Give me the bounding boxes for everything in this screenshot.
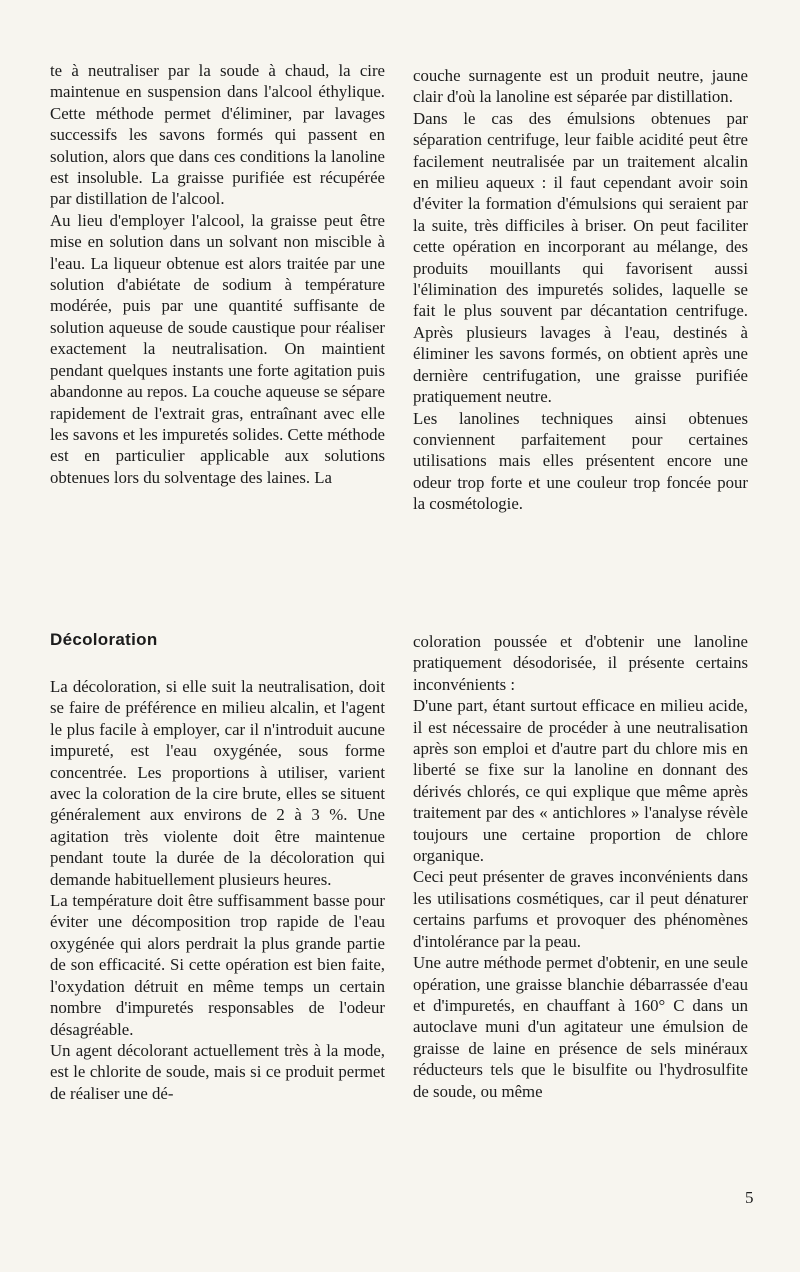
paragraph: Ceci peut présenter de graves inconvénients dans les utilisations cosmétiques, car il peut dénaturer certains parfums et provoquer des phénomènes d'intolérance par la peau. <box>413 867 748 951</box>
page-number: 5 <box>745 1188 754 1207</box>
paragraph: Au lieu d'employer l'alcool, la graisse peut être mise en solution dans un solvant non miscible à l'eau. La liqueur obtenue est alors traitée par une solution d'abiétate de sodium à température modérée, puis par une quantité suffisante de solution aqueuse de soude caustique pour réaliser exactement la neutralisation. On maintient pendant quelques instants une forte agitation puis abandonne au repos. La couche aqueuse se sépare rapidement de l'extrait gras, entraînant avec elle les savons et les impuretés solides. Cette méthode est en particulier applicable aux solutions obtenues lors du solventage des laines. La <box>50 210 385 487</box>
paragraph: te à neutraliser par la soude à chaud, la cire maintenue en suspension dans l'alcool éthylique. Cette méthode permet d'éliminer, par lavages successifs les savons formés qui passent en solution, alors que dans ces conditions la lanoline est insoluble. La graisse purifiée est récupérée par distillation de l'alcool. <box>50 61 385 209</box>
paragraph: D'une part, étant surtout efficace en milieu acide, il est nécessaire de procéder à une neutralisation après son emploi et d'autre part du chlore mis en liberté se fixe sur la lanoline en donnant des dérivés chlorés, ce qui explique que même après traitement par des « antichlores » l'analyse révèle toujours une certaine proportion de chlore organique. <box>413 696 748 866</box>
paragraph: couche surnagente est un produit neutre, jaune clair d'où la lanoline est séparée par distillation. <box>413 66 748 107</box>
bottom-left-column <box>50 676 385 1104</box>
bottom-right-column <box>413 631 748 1102</box>
top-right-column <box>413 65 748 515</box>
paragraph: coloration poussée et d'obtenir une lanoline pratiquement désodorisée, il présente certains inconvénients : <box>413 632 748 694</box>
paragraph: Les lanolines techniques ainsi obtenues conviennent parfaitement pour certaines utilisations mais elles présentent encore une odeur trop forte et une couleur trop foncée pour la cosmétologie. <box>413 408 748 514</box>
paragraph: La température doit être suffisamment basse pour éviter une décomposition trop rapide de l'eau oxygénée qui alors perdrait la plus grande partie de son efficacité. Si cette opération est bien faite, l'oxydation détruit en même temps un certain nombre d'impuretés responsables de l'odeur désagréable. <box>50 891 385 1039</box>
section-heading: Décoloration <box>50 630 158 649</box>
paragraph: Une autre méthode permet d'obtenir, en une seule opération, une graisse blanchie débarrassée d'eau et d'impuretés, en chauffant à 160° C dans un autoclave muni d'un agitateur une émulsion de graisse de laine en présence de sels minéraux réducteurs tels que le bisulfite ou l'hydrosulfite de soude, ou même <box>413 953 748 1101</box>
paragraph: Un agent décolorant actuellement très à la mode, est le chlorite de soude, mais si ce produit permet de réaliser une dé- <box>50 1040 385 1103</box>
paragraph: La décoloration, si elle suit la neutralisation, doit se faire de préférence en milieu alcalin, et l'agent le plus facile à employer, car il n'introduit aucune impureté, est l'eau oxygénée, sous forme concentrée. Les proportions à utiliser, varient avec la coloration de la cire brute, elles se situent généralement aux environs de 2 à 3 %. Une agitation très violente doit être maintenue pendant toute la durée de la décoloration qui demande habituellement plusieurs heures. <box>50 677 385 889</box>
top-left-column <box>50 60 385 488</box>
paragraph: Dans le cas des émulsions obtenues par séparation centrifuge, leur faible acidité peut être facilement neutralisée par un traitement alcalin en milieu aqueux : il faut cependant avoir soin d'éviter la formation d'émulsions qui seraient par la suite, très difficiles à briser. On peut faciliter cette opération en incorporant au mélange, des produits mouillants qui favorisent aussi l'élimination des impuretés solides, laquelle se fait le plus souvent par décantation centrifuge. Après plusieurs lavages à l'eau, destinés à éliminer les savons formés, on obtient après une dernière centrifugation, une graisse purifiée pratiquement neutre. <box>413 108 748 407</box>
